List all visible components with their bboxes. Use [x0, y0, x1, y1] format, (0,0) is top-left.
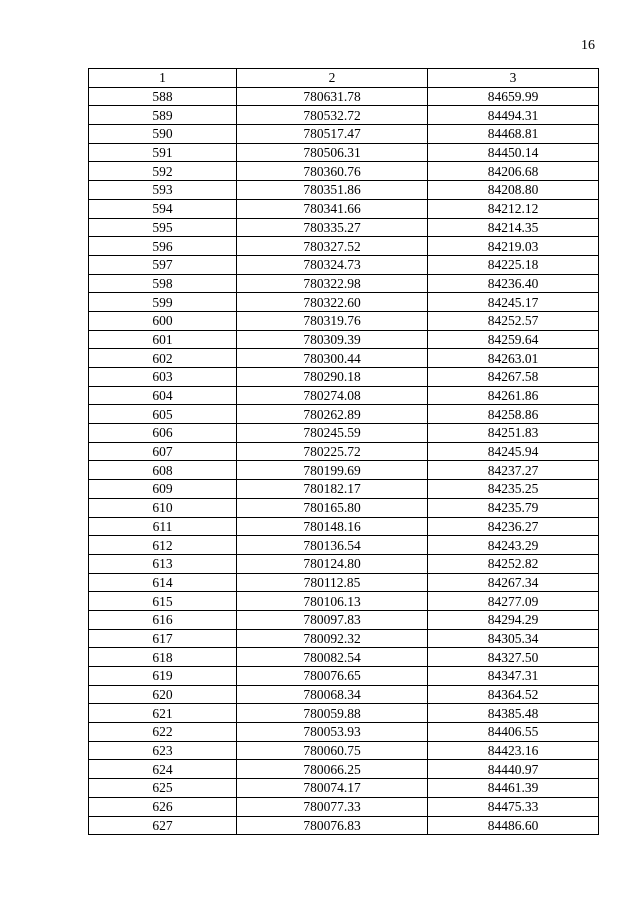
table-row	[89, 536, 599, 555]
table-row	[89, 760, 599, 779]
point-number-cell: 594	[89, 199, 237, 218]
point-number-cell: 622	[89, 723, 237, 742]
x-coordinate-cell: 780335.27	[237, 218, 428, 237]
y-coordinate-cell: 84206.68	[428, 162, 599, 181]
y-coordinate-cell: 84258.86	[428, 405, 599, 424]
column-header-3: 3	[428, 69, 599, 88]
y-coordinate-cell: 84440.97	[428, 760, 599, 779]
y-coordinate-cell: 84252.82	[428, 554, 599, 573]
y-coordinate-cell: 84468.81	[428, 125, 599, 144]
y-coordinate-cell: 84243.29	[428, 536, 599, 555]
point-number-cell: 592	[89, 162, 237, 181]
table-row	[89, 293, 599, 312]
point-number-cell: 603	[89, 368, 237, 387]
point-number-cell: 612	[89, 536, 237, 555]
point-number-cell: 607	[89, 442, 237, 461]
y-coordinate-cell: 84259.64	[428, 330, 599, 349]
table-row	[89, 255, 599, 274]
point-number-cell: 617	[89, 629, 237, 648]
table-row	[89, 816, 599, 835]
point-number-cell: 619	[89, 667, 237, 686]
y-coordinate-cell: 84214.35	[428, 218, 599, 237]
point-number-cell: 599	[89, 293, 237, 312]
x-coordinate-cell: 780112.85	[237, 573, 428, 592]
point-number-cell: 626	[89, 797, 237, 816]
x-coordinate-cell: 780097.83	[237, 610, 428, 629]
x-coordinate-cell: 780300.44	[237, 349, 428, 368]
x-coordinate-cell: 780148.16	[237, 517, 428, 536]
y-coordinate-cell: 84305.34	[428, 629, 599, 648]
point-number-cell: 604	[89, 386, 237, 405]
page-number: 16	[581, 38, 595, 53]
column-header-1: 1	[89, 69, 237, 88]
point-number-cell: 602	[89, 349, 237, 368]
table-row	[89, 199, 599, 218]
table-row	[89, 368, 599, 387]
table-row	[89, 797, 599, 816]
x-coordinate-cell: 780517.47	[237, 125, 428, 144]
x-coordinate-cell: 780199.69	[237, 461, 428, 480]
x-coordinate-cell: 780082.54	[237, 648, 428, 667]
y-coordinate-cell: 84327.50	[428, 648, 599, 667]
x-coordinate-cell: 780076.65	[237, 667, 428, 686]
x-coordinate-cell: 780092.32	[237, 629, 428, 648]
y-coordinate-cell: 84261.86	[428, 386, 599, 405]
y-coordinate-cell: 84235.79	[428, 498, 599, 517]
table-row	[89, 125, 599, 144]
y-coordinate-cell: 84236.40	[428, 274, 599, 293]
y-coordinate-cell: 84236.27	[428, 517, 599, 536]
y-coordinate-cell: 84450.14	[428, 143, 599, 162]
x-coordinate-cell: 780319.76	[237, 311, 428, 330]
x-coordinate-cell: 780074.17	[237, 779, 428, 798]
y-coordinate-cell: 84263.01	[428, 349, 599, 368]
x-coordinate-cell: 780324.73	[237, 255, 428, 274]
table-row	[89, 237, 599, 256]
x-coordinate-cell: 780631.78	[237, 87, 428, 106]
x-coordinate-cell: 780066.25	[237, 760, 428, 779]
point-number-cell: 618	[89, 648, 237, 667]
point-number-cell: 606	[89, 424, 237, 443]
table-body	[89, 87, 599, 835]
x-coordinate-cell: 780322.60	[237, 293, 428, 312]
point-number-cell: 601	[89, 330, 237, 349]
x-coordinate-cell: 780341.66	[237, 199, 428, 218]
x-coordinate-cell: 780068.34	[237, 685, 428, 704]
table-row	[89, 517, 599, 536]
x-coordinate-cell: 780327.52	[237, 237, 428, 256]
x-coordinate-cell: 780060.75	[237, 741, 428, 760]
y-coordinate-cell: 84235.25	[428, 480, 599, 499]
table-row	[89, 274, 599, 293]
table-row	[89, 181, 599, 200]
x-coordinate-cell: 780124.80	[237, 554, 428, 573]
table-row	[89, 311, 599, 330]
table-row	[89, 592, 599, 611]
point-number-cell: 616	[89, 610, 237, 629]
x-coordinate-cell: 780274.08	[237, 386, 428, 405]
point-number-cell: 610	[89, 498, 237, 517]
y-coordinate-cell: 84364.52	[428, 685, 599, 704]
table-row	[89, 741, 599, 760]
point-number-cell: 589	[89, 106, 237, 125]
y-coordinate-cell: 84212.12	[428, 199, 599, 218]
table-row	[89, 405, 599, 424]
point-number-cell: 611	[89, 517, 237, 536]
x-coordinate-cell: 780165.80	[237, 498, 428, 517]
y-coordinate-cell: 84252.57	[428, 311, 599, 330]
point-number-cell: 597	[89, 255, 237, 274]
y-coordinate-cell: 84461.39	[428, 779, 599, 798]
table-row	[89, 554, 599, 573]
x-coordinate-cell: 780077.33	[237, 797, 428, 816]
x-coordinate-cell: 780136.54	[237, 536, 428, 555]
x-coordinate-cell: 780059.88	[237, 704, 428, 723]
point-number-cell: 593	[89, 181, 237, 200]
x-coordinate-cell: 780225.72	[237, 442, 428, 461]
table-row	[89, 573, 599, 592]
table-row	[89, 143, 599, 162]
table-row	[89, 461, 599, 480]
table-row	[89, 106, 599, 125]
point-number-cell: 614	[89, 573, 237, 592]
y-coordinate-cell: 84245.17	[428, 293, 599, 312]
x-coordinate-cell: 780262.89	[237, 405, 428, 424]
point-number-cell: 591	[89, 143, 237, 162]
point-number-cell: 624	[89, 760, 237, 779]
point-number-cell: 588	[89, 87, 237, 106]
y-coordinate-cell: 84267.58	[428, 368, 599, 387]
x-coordinate-cell: 780182.17	[237, 480, 428, 499]
x-coordinate-cell: 780322.98	[237, 274, 428, 293]
y-coordinate-cell: 84406.55	[428, 723, 599, 742]
point-number-cell: 620	[89, 685, 237, 704]
point-number-cell: 627	[89, 816, 237, 835]
table-row	[89, 779, 599, 798]
table-row	[89, 349, 599, 368]
coordinates-table	[88, 68, 599, 835]
table-row	[89, 723, 599, 742]
x-coordinate-cell: 780076.83	[237, 816, 428, 835]
point-number-cell: 613	[89, 554, 237, 573]
y-coordinate-cell: 84347.31	[428, 667, 599, 686]
y-coordinate-cell: 84219.03	[428, 237, 599, 256]
y-coordinate-cell: 84267.34	[428, 573, 599, 592]
y-coordinate-cell: 84225.18	[428, 255, 599, 274]
x-coordinate-cell: 780290.18	[237, 368, 428, 387]
table-row	[89, 442, 599, 461]
y-coordinate-cell: 84208.80	[428, 181, 599, 200]
x-coordinate-cell: 780360.76	[237, 162, 428, 181]
x-coordinate-cell: 780532.72	[237, 106, 428, 125]
point-number-cell: 596	[89, 237, 237, 256]
y-coordinate-cell: 84659.99	[428, 87, 599, 106]
point-number-cell: 600	[89, 311, 237, 330]
table-row	[89, 87, 599, 106]
table-row	[89, 386, 599, 405]
point-number-cell: 590	[89, 125, 237, 144]
y-coordinate-cell: 84486.60	[428, 816, 599, 835]
y-coordinate-cell: 84237.27	[428, 461, 599, 480]
y-coordinate-cell: 84251.83	[428, 424, 599, 443]
x-coordinate-cell: 780245.59	[237, 424, 428, 443]
point-number-cell: 623	[89, 741, 237, 760]
point-number-cell: 608	[89, 461, 237, 480]
point-number-cell: 615	[89, 592, 237, 611]
y-coordinate-cell: 84245.94	[428, 442, 599, 461]
table-row	[89, 667, 599, 686]
table-row	[89, 704, 599, 723]
y-coordinate-cell: 84423.16	[428, 741, 599, 760]
y-coordinate-cell: 84294.29	[428, 610, 599, 629]
table-row	[89, 685, 599, 704]
table-row	[89, 648, 599, 667]
y-coordinate-cell: 84385.48	[428, 704, 599, 723]
point-number-cell: 609	[89, 480, 237, 499]
table-row	[89, 629, 599, 648]
x-coordinate-cell: 780309.39	[237, 330, 428, 349]
table-row	[89, 610, 599, 629]
point-number-cell: 595	[89, 218, 237, 237]
point-number-cell: 605	[89, 405, 237, 424]
point-number-cell: 625	[89, 779, 237, 798]
table-row	[89, 162, 599, 181]
point-number-cell: 621	[89, 704, 237, 723]
column-header-2: 2	[237, 69, 428, 88]
x-coordinate-cell: 780106.13	[237, 592, 428, 611]
point-number-cell: 598	[89, 274, 237, 293]
table-row	[89, 218, 599, 237]
table-row	[89, 330, 599, 349]
x-coordinate-cell: 780506.31	[237, 143, 428, 162]
y-coordinate-cell: 84475.33	[428, 797, 599, 816]
y-coordinate-cell: 84494.31	[428, 106, 599, 125]
table-row	[89, 424, 599, 443]
x-coordinate-cell: 780351.86	[237, 181, 428, 200]
table-row	[89, 498, 599, 517]
x-coordinate-cell: 780053.93	[237, 723, 428, 742]
table-row	[89, 480, 599, 499]
y-coordinate-cell: 84277.09	[428, 592, 599, 611]
table-header-row	[89, 69, 599, 88]
